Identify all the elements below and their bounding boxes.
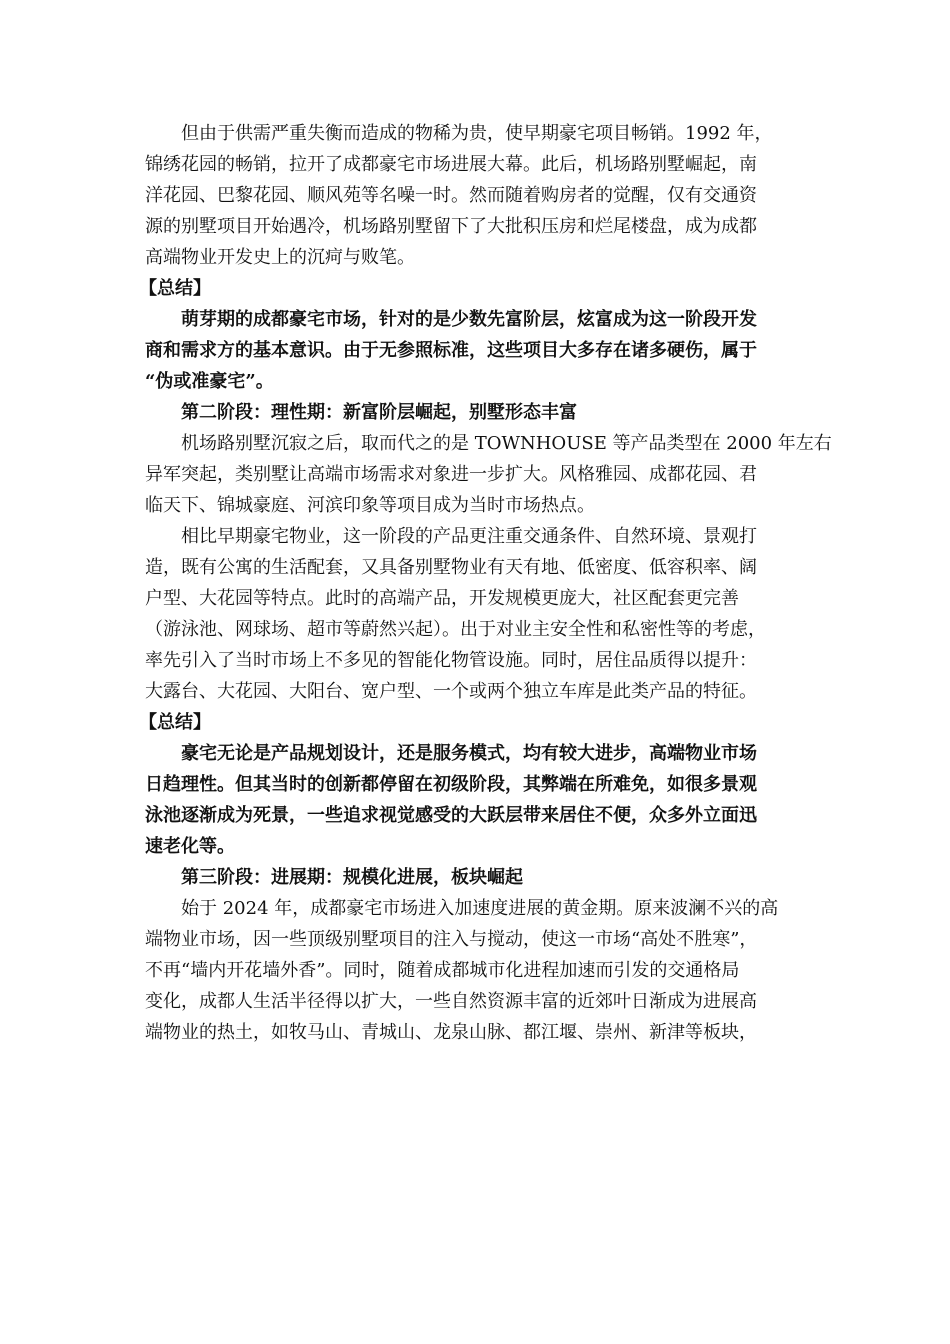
summary-rational-period xyxy=(145,738,805,862)
text-line: “伪或准豪宅”。 xyxy=(145,371,274,392)
text-line: 端物业的热土，如牧马山、青城山、龙泉山脉、都江堰、崇州、新津等板块， xyxy=(145,1022,757,1043)
text-line: 豪宅无论是产品规划设计，还是服务模式，均有较大进步，高端物业市场 xyxy=(181,743,757,764)
text-line: 相比早期豪宅物业，这一阶段的产品更注重交通条件、自然环境、景观打 xyxy=(181,526,757,547)
text-line: 商和需求方的基本意识。由于无参照标准，这些项目大多存在诸多硬伤，属于 xyxy=(145,340,757,361)
section-heading-stage-two: 第二阶段：理性期：新富阶层崛起，别墅形态丰富 xyxy=(181,402,577,423)
paragraph-rational-products xyxy=(145,521,805,707)
text-line: 锦绣花园的畅销，拉开了成都豪宅市场进展大幕。此后，机场路别墅崛起，南 xyxy=(145,154,757,175)
text-line: 率先引入了当时市场上不多见的智能化物管设施。同时，居住品质得以提升： xyxy=(145,650,757,671)
text-line: 异军突起，类别墅让高端市场需求对象进一步扩大。风格雅园、成都花园、君 xyxy=(145,464,757,485)
text-line: 始于 2024 年，成都豪宅市场进入加速度进展的黄金期。原来波澜不兴的高 xyxy=(181,898,779,919)
text-line: 但由于供需严重失衡而造成的物稀为贵，使早期豪宅项目畅销。1992 年， xyxy=(181,123,773,144)
paragraph-development-period xyxy=(145,893,805,1048)
text-line: 洋花园、巴黎花园、顺风苑等名噪一时。然而随着购房者的觉醒，仅有交通资 xyxy=(145,185,757,206)
text-line: 泳池逐渐成为死景，一些追求视觉感受的大跃层带来居住不便，众多外立面迅 xyxy=(145,805,757,826)
text-line: 户型、大花园等特点。此时的高端产品，开发规模更庞大，社区配套更完善 xyxy=(145,588,739,609)
text-line: 端物业市场，因一些顶级别墅项目的注入与搅动，使这一市场“高处不胜寒”， xyxy=(145,929,758,950)
text-line: 临天下、锦城豪庭、河滨印象等项目成为当时市场热点。 xyxy=(145,495,595,516)
text-line: 造，既有公寓的生活配套，又具备别墅物业有天有地、低密度、低容积率、阔 xyxy=(145,557,757,578)
text-line: 不再“墙内开花墙外香”。同时，随着成都城市化进程加速而引发的交通格局 xyxy=(145,960,740,981)
text-line: 源的别墅项目开始遇冷，机场路别墅留下了大批积压房和烂尾楼盘，成为成都 xyxy=(145,216,757,237)
text-line: 变化，成都人生活半径得以扩大，一些自然资源丰富的近郊叶日渐成为进展高 xyxy=(145,991,757,1012)
paragraph-townhouse xyxy=(145,428,832,521)
text-line: 高端物业开发史上的沉疴与败笔。 xyxy=(145,247,415,268)
summary-sprouting-period xyxy=(145,304,805,397)
summary-label: 【总结】 xyxy=(139,712,211,733)
text-line: （游泳池、网球场、超市等蔚然兴起）。出于对业主安全性和私密性等的考虑， xyxy=(145,619,766,640)
paragraph-early-luxury xyxy=(145,118,805,273)
summary-label: 【总结】 xyxy=(139,278,211,299)
text-line: 日趋理性。但其当时的创新都停留在初级阶段，其弊端在所难免，如很多景观 xyxy=(145,774,757,795)
text-line: 机场路别墅沉寂之后，取而代之的是 TOWNHOUSE 等产品类型在 2000 年左右 xyxy=(181,433,832,454)
section-heading-stage-three: 第三阶段：进展期：规模化进展，板块崛起 xyxy=(181,867,523,888)
text-line: 速老化等。 xyxy=(145,836,235,857)
document-body xyxy=(139,118,832,1048)
text-line: 大露台、大花园、大阳台、宽户型、一个或两个独立车库是此类产品的特征。 xyxy=(145,681,757,702)
text-line: 萌芽期的成都豪宅市场，针对的是少数先富阶层，炫富成为这一阶段开发 xyxy=(181,309,757,330)
